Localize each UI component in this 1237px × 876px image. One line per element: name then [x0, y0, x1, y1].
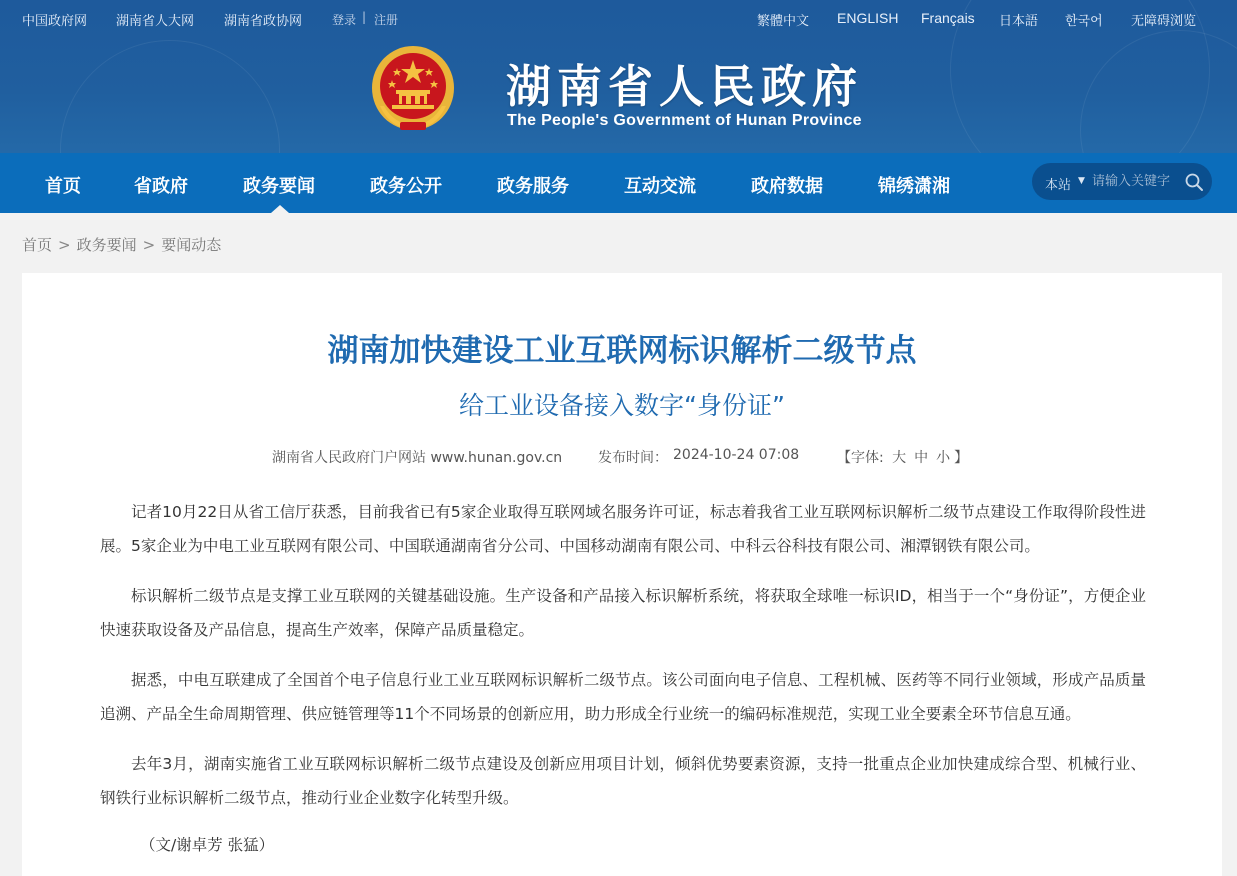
article-subtitle: 给工业设备接入数字“身份证” — [459, 391, 785, 420]
font-size-large-button[interactable]: 大 — [892, 450, 907, 466]
article-title: 湖南加快建设工业互联网标识解析二级节点 — [327, 333, 917, 369]
lang-french[interactable]: Français — [921, 10, 975, 26]
article-paragraph: 去年3月，湖南实施省工业互联网标识解析二级节点建设及创新应用项目计划，倾斜优势要素资源，支持一批重点企业加快建成综合型、机械行业、钢铁行业标识解析二级节点，推动行业企业数字化转型升级。 — [100, 755, 1146, 807]
breadcrumb-separator: > — [142, 236, 156, 254]
nav-item-open-gov[interactable]: 政务公开 — [370, 176, 442, 197]
article-source: 湖南省人民政府门户网站 www.hunan.gov.cn — [272, 450, 563, 466]
breadcrumb-separator: > — [58, 236, 71, 254]
top-bar — [0, 0, 1237, 38]
nav-item-news[interactable]: 政务要闻 — [243, 176, 315, 197]
breadcrumb-current[interactable]: 要闻动态 — [161, 236, 222, 254]
link-npc[interactable]: 湖南省人大网 — [116, 14, 195, 29]
caret-down-icon[interactable]: ▼ — [1078, 176, 1085, 186]
publish-time: 2024-10-24 07:08 — [673, 447, 800, 463]
link-cppcc[interactable]: 湖南省政协网 — [224, 14, 303, 29]
breadcrumb-home[interactable]: 首页 — [22, 236, 53, 254]
site-header — [0, 0, 1237, 153]
site-subtitle: The People's Government of Hunan Province — [507, 112, 862, 129]
nav-item-hunan-scenery[interactable]: 锦绣潇湘 — [878, 176, 950, 197]
breadcrumb-news[interactable]: 政务要闻 — [76, 236, 137, 254]
article-panel — [22, 273, 1222, 876]
lang-english[interactable]: ENGLISH — [837, 10, 899, 26]
font-size-label: 【字体: — [837, 450, 884, 466]
nav-item-gov-data[interactable]: 政府数据 — [751, 176, 823, 197]
lang-traditional-chinese[interactable]: 繁體中文 — [757, 14, 810, 29]
font-size-medium-button[interactable]: 中 — [914, 450, 929, 466]
site-title: 湖南省人民政府 — [506, 60, 864, 113]
lang-japanese[interactable]: 日本語 — [999, 14, 1039, 29]
article-paragraph: 标识解析二级节点是支撑工业互联网的关键基础设施。生产设备和产品接入标识解析系统，将获取全球唯一标识ID，相当于一个“身份证”，方便企业快速获取设备及产品信息，提高生产效率，保障产品质量稳定。 — [100, 587, 1146, 639]
article-author: （文/谢卓芳 张猛） — [140, 836, 275, 854]
lang-korean[interactable]: 한국어 — [1065, 14, 1103, 29]
link-gov-cn[interactable]: 中国政府网 — [22, 14, 88, 29]
nav-active-indicator — [271, 205, 289, 213]
article-paragraph: 记者10月22日从省工信厅获悉，目前我省已有5家企业取得互联网域名服务许可证，标志着我省工业互联网标识解析二级节点建设工作取得阶段性进展。5家企业为中电工业互联网有限公司、中国联通湖南省分公司、中国移动湖南有限公司、中科云谷科技有限公司、湘潭钢铁有限公司。 — [100, 503, 1146, 555]
login-divider: | — [362, 10, 367, 24]
font-size-close: 】 — [954, 450, 969, 466]
header-pattern — [60, 40, 280, 153]
nav-item-interaction[interactable]: 互动交流 — [624, 176, 696, 197]
search-scope-select[interactable]: 本站 — [1045, 178, 1072, 193]
article-paragraph: 据悉，中电互联建成了全国首个电子信息行业工业互联网标识解析二级节点。该公司面向电子信息、工程机械、医药等不同行业领域，形成产品质量追溯、产品全生命周期管理、供应链管理等11个不同场景的创新应用，助力形成全行业统一的编码标准规范，实现工业全要素全环节信息互通。 — [100, 671, 1146, 723]
register-link[interactable]: 注册 — [374, 13, 399, 27]
accessibility-link[interactable]: 无障碍浏览 — [1131, 14, 1197, 29]
login-link[interactable]: 登录 — [332, 13, 357, 27]
search-input[interactable] — [1092, 169, 1182, 194]
nav-item-home[interactable]: 首页 — [45, 176, 81, 197]
font-size-small-button[interactable]: 小 — [936, 450, 951, 466]
breadcrumb — [22, 234, 221, 255]
site-search — [1032, 163, 1212, 200]
search-icon[interactable] — [1184, 172, 1204, 192]
publish-label: 发布时间： — [598, 450, 668, 466]
nav-item-services[interactable]: 政务服务 — [497, 176, 569, 197]
font-size-control — [837, 447, 968, 467]
national-emblem-icon — [370, 44, 456, 136]
nav-item-province-gov[interactable]: 省政府 — [134, 176, 188, 197]
